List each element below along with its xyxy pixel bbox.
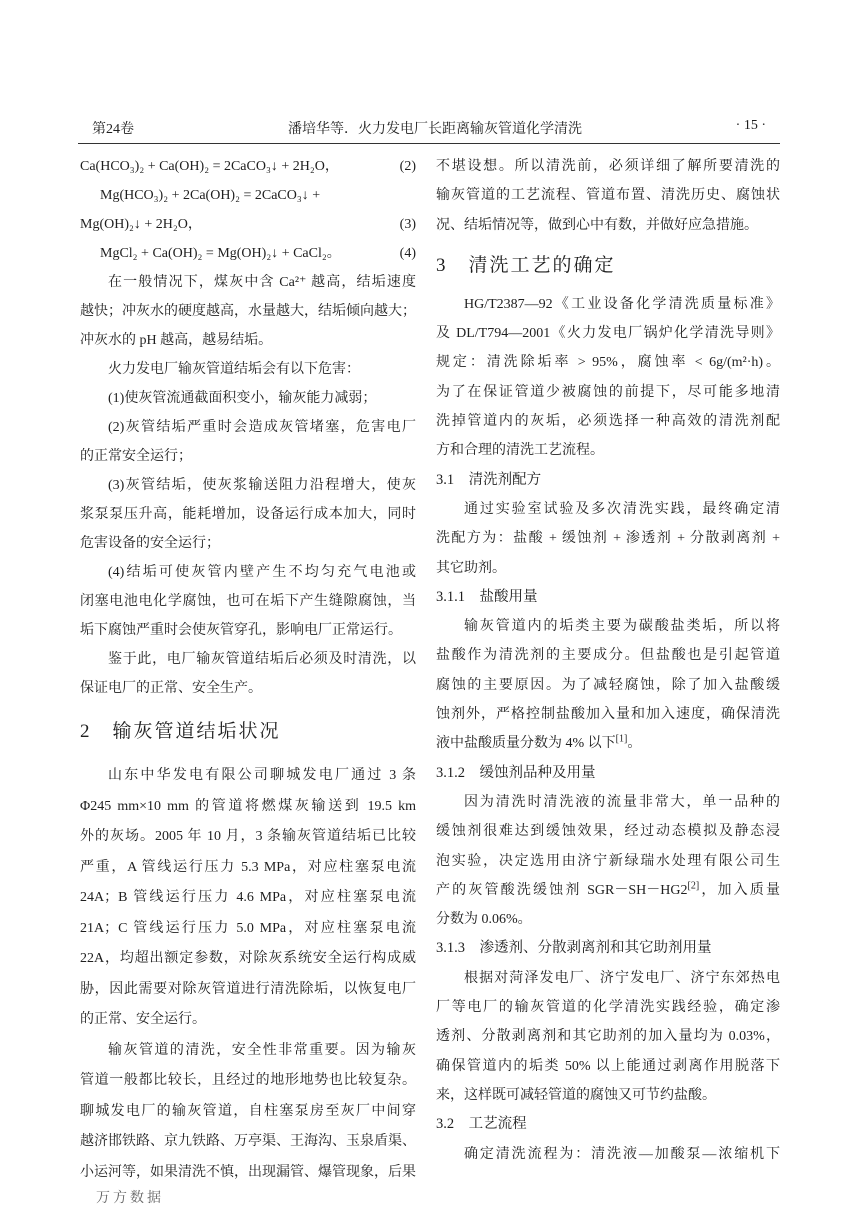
text-line: 透剂、分散剥离剂和其它助剂的加入量均为 0.03%，	[436, 1029, 780, 1045]
running-header	[78, 118, 780, 140]
text-line: 其它助剂。	[436, 560, 506, 576]
text-line: 因为清洗时清洗液的流量非常大，单一品种的	[464, 794, 780, 810]
text-line: 保证电厂的正常、安全生产。	[80, 681, 262, 696]
equation-text: Mg(HCO₃)₂ + 2Ca(OH)₂ = 2CaCO₃↓ +	[100, 188, 321, 203]
section-heading: 3 清洗工艺的确定	[436, 254, 616, 276]
text-line: 分数为 0.06%。	[436, 912, 532, 928]
text-line: 山东中华发电有限公司聊城发电厂通过 3 条	[108, 768, 416, 783]
text-line: 24A；B 管线运行压力 4.6 MPa，对应柱塞泵电流	[80, 890, 416, 905]
text-line: 方和合理的清洗工艺流程。	[436, 443, 604, 459]
text-line: Φ245 mm×10 mm 的管道将燃煤灰输送到 19.5 km	[80, 798, 416, 814]
equation	[80, 239, 416, 268]
subsection-heading: 3.1.2 缓蚀剂品种及用量	[436, 764, 596, 781]
subsection-heading: 3.1.1 盐酸用量	[436, 588, 538, 605]
text-line: 不堪设想。所以清洗前，必须详细了解所要清洗的	[436, 159, 780, 174]
text-line: 越快；冲灰水的硬度越高，水量越大，结垢倾向越大；	[80, 304, 416, 319]
text-line: 22A，均超出额定参数，对除灰系统安全运行构成威	[80, 951, 416, 966]
equation-number: (4)	[399, 246, 416, 261]
watermark: 万方数据	[96, 1191, 164, 1206]
equation	[80, 152, 416, 181]
text-line: 严重，A 管线运行压力 5.3 MPa，对应柱塞泵电流	[80, 859, 416, 875]
section-heading: 2 输灰管道结垢状况	[80, 721, 281, 742]
text-line: 确定清洗流程为：清洗液—加酸泵—浓缩机下	[464, 1146, 780, 1162]
text-line: 管道一般都比较长，且经过的地形地势也比较复杂。	[80, 1073, 416, 1088]
text-line: 胁，因此需要对除灰管道进行清洗除垢，以恢复电厂	[80, 981, 416, 997]
text-line: 外的灰场。2005 年 10 月，3 条输灰管道结垢已比较	[80, 829, 416, 844]
text-line: 输灰管道的清洗，安全性非常重要。因为输灰	[108, 1042, 416, 1058]
text-line: 厂等电厂的输灰管道的化学清洗实践经验，确定渗	[436, 1000, 780, 1016]
text-line: 鉴于此，电厂输灰管道结垢后必须及时清洗，以	[108, 652, 416, 667]
header-rule	[78, 143, 780, 144]
text-line: 规定：清洗除垢率 > 95%，腐蚀率 < 6g/(m²·h)。	[436, 355, 780, 371]
text-run: 液中盐酸质量分数为 4% 以下	[436, 736, 616, 752]
text-line: 输灰管道内的垢类主要为碳酸盐类垢，所以将	[464, 619, 780, 635]
text-run: 。	[627, 736, 642, 752]
text-line: 的正常、安全运行。	[80, 1012, 206, 1027]
text-line: 越济邯铁路、京九铁路、万亭渠、王海沟、玉泉盾渠、	[80, 1134, 416, 1149]
text-line	[436, 876, 780, 905]
text-line	[436, 729, 780, 758]
text-line: 21A；C 管线运行压力 5.0 MPa，对应柱塞泵电流	[80, 920, 416, 936]
text-line: 根据对菏泽发电厂、济宁发电厂、济宁东郊热电	[464, 970, 780, 986]
running-title: 潘培华等．火力发电厂长距离输灰管道化学清洗	[288, 122, 582, 137]
text-line: 来，这样既可减轻管道的腐蚀又可节约盐酸。	[436, 1087, 716, 1103]
text-line: 火力发电厂输灰管道结垢会有以下危害：	[108, 362, 360, 377]
text-line: 危害设备的安全运行；	[80, 536, 220, 551]
text-line: 盐酸作为清洗剂的主要成分。但盐酸也是引起管道	[436, 648, 780, 664]
text-line: (4)结垢可使灰管内壁产生不均匀充气电池或	[108, 565, 416, 580]
text-line: 浆泵泵压升高，能耗增加，设备运行成本加大，同时	[80, 507, 416, 522]
subsection-heading: 3.1.3 渗透剂、分散剥离剂和其它助剂用量	[436, 940, 712, 957]
text-line: 及 DL/T794—2001《火力发电厂锅炉化学清洗导则》	[436, 326, 780, 342]
equation	[80, 181, 416, 210]
text-run: ，加入质量	[699, 882, 780, 898]
text-line: 聊城发电厂的输灰管道，自柱塞泵房至灰厂中间穿	[80, 1103, 416, 1119]
text-line: 缓蚀剂很难达到缓蚀效果，经过动态模拟及静态浸	[436, 824, 780, 840]
text-line: 洗配方为：盐酸 + 缓蚀剂 + 渗透剂 + 分散剥离剂 +	[436, 531, 780, 547]
volume-label: 第24卷	[92, 122, 134, 137]
text-line: 确保管道内的垢类 50% 以上能通过剥离作用脱落下	[436, 1058, 780, 1074]
equation-number: (3)	[399, 217, 416, 232]
text-line: 垢下腐蚀严重时会使灰管穿孔，影响电厂正常运行。	[80, 623, 402, 638]
right-column	[436, 152, 780, 1169]
text-line: 洗掉管道内的灰垢，必须选择一种高效的清洗剂配	[436, 414, 780, 430]
equation-text: Mg(OH)₂↓ + 2H₂O，	[80, 217, 202, 232]
equation-number: (2)	[399, 159, 416, 174]
text-line: 的正常安全运行；	[80, 449, 192, 464]
equation-number	[410, 181, 416, 210]
citation-ref: [1]	[615, 733, 628, 745]
text-line: (1)使灰管流通截面积变小，输灰能力减弱；	[108, 391, 377, 406]
text-line: 泡实验，决定选用由济宁新绿瑞水处理有限公司生	[436, 853, 780, 869]
text-line: 蚀剂外，严格控制盐酸加入量和加入速度，确保清洗	[436, 707, 780, 723]
text-line: 在一般情况下，煤灰中含 Ca²⁺ 越高，结垢速度	[108, 275, 416, 290]
text-line: 况、结垢情况等，做到心中有数，并做好应急措施。	[436, 217, 758, 233]
text-line: 通过实验室试验及多次清洗实践，最终确定清	[464, 501, 780, 517]
left-column	[80, 152, 416, 1210]
subsection-heading: 3.1 清洗剂配方	[436, 471, 542, 488]
text-line: 腐蚀的主要原因。为了减轻腐蚀，除了加入盐酸缓	[436, 677, 780, 693]
equation	[80, 210, 416, 239]
citation-ref: [2]	[687, 880, 700, 892]
text-run: 产的灰管酸洗缓蚀剂 SGR－SH－HG2	[436, 882, 688, 898]
text-line: HG/T2387—92《工业设备化学清洗质量标准》	[464, 296, 780, 312]
text-line: (2)灰管结垢严重时会造成灰管堵塞，危害电厂	[108, 420, 416, 435]
page-number: · 15 ·	[735, 118, 766, 133]
text-line: (3)灰管结垢，使灰浆输送阻力沿程增大，使灰	[108, 478, 416, 493]
text-line: 为了在保证管道少被腐蚀的前提下，尽可能多地清	[436, 384, 780, 400]
text-line: 输灰管道的工艺流程、管道布置、清洗历史、腐蚀状	[436, 188, 780, 204]
equation-text: Ca(HCO₃)₂ + Ca(OH)₂ = 2CaCO₃↓ + 2H₂O，	[80, 159, 339, 174]
text-line: 冲灰水的 pH 越高，越易结垢。	[80, 333, 273, 348]
text-line: 闭塞电池电化学腐蚀，也可在垢下产生缝隙腐蚀，当	[80, 594, 416, 609]
equation-text: MgCl₂ + Ca(OH)₂ = Mg(OH)₂↓ + CaCl₂。	[100, 246, 341, 261]
text-line: 小运河等，如果清洗不慎，出现漏管、爆管现象，后果	[80, 1164, 416, 1180]
subsection-heading: 3.2 工艺流程	[436, 1116, 527, 1133]
